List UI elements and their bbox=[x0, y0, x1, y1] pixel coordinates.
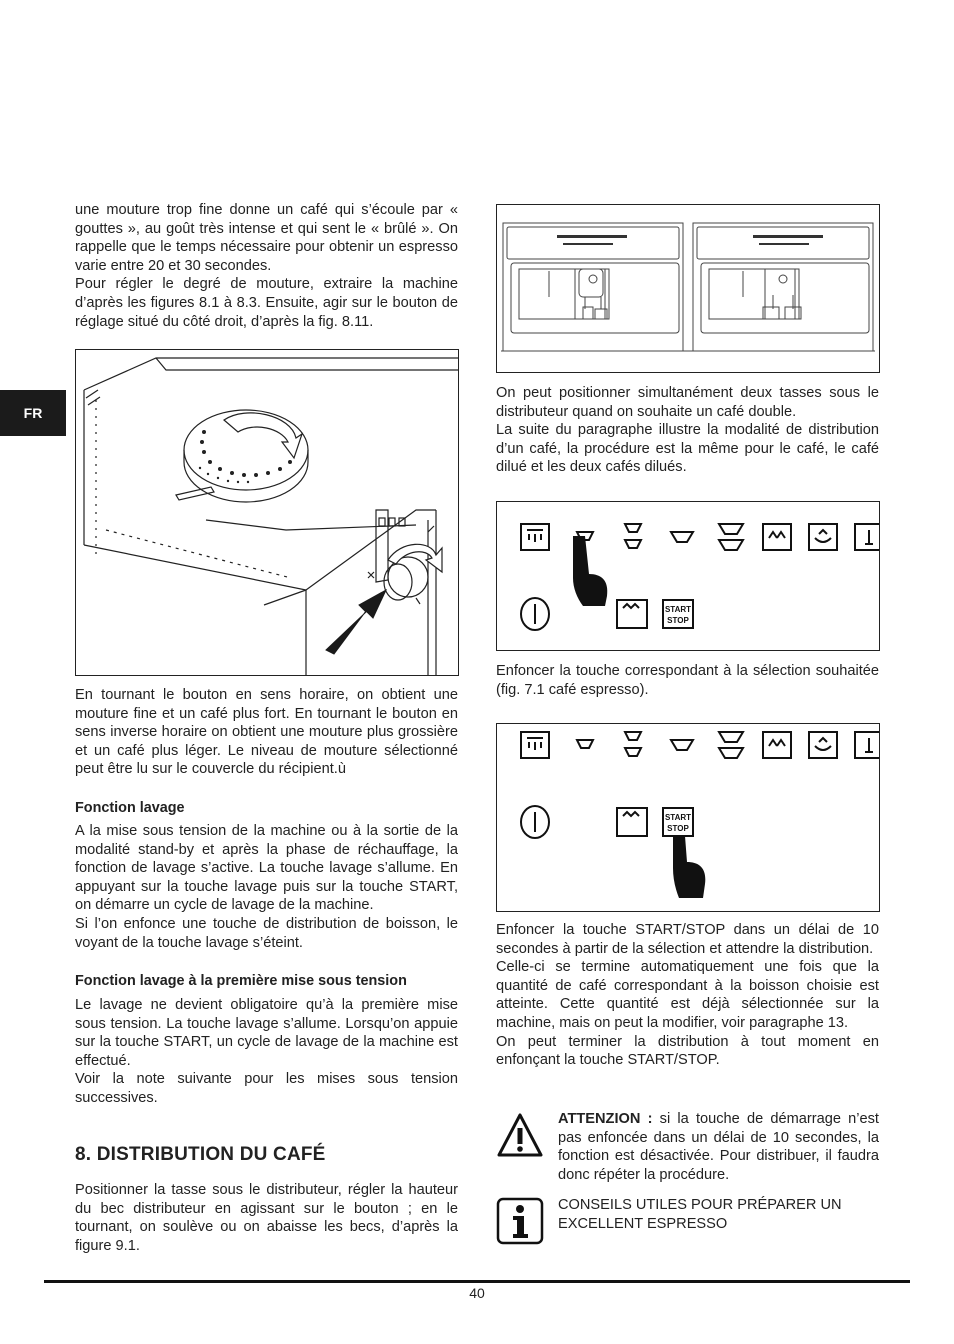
wash-paragraph-1: A la mise sous tension de la machine ou à la sortie de la modalité stand-by et après la phase de réchauffage, la fonction de lavage s’active. La touche lavage s’allume. En appuyant sur la touche lavage puis sur la touche START, on démarre un cycle de lavage de la machine. bbox=[75, 823, 458, 914]
section-text bbox=[75, 1181, 458, 1255]
warning-note bbox=[558, 1110, 879, 1184]
panel-start-illustration bbox=[497, 724, 879, 911]
two-cups-text bbox=[496, 384, 879, 477]
info-note: CONSEILS UTILES POUR PRÉPARER UN EXCELLENT ESPRESSO bbox=[558, 1197, 842, 1232]
pointing-hand-icon bbox=[573, 536, 607, 606]
panel-selection-illustration bbox=[497, 502, 879, 650]
two-cups-paragraph-1: On peut positionner simultanément deux tasses sous le distributeur quand on souhaite un café double. bbox=[496, 385, 879, 420]
first-wash-heading: Fonction lavage à la première mise sous tension bbox=[75, 973, 407, 989]
first-wash-paragraph-1: Le lavage ne devient obligatoire qu’à la première mise sous tension. La touche lavage s’allume. Lorsqu’on appuie sur la touche START, un cycle de lavage de la machine est effectué. bbox=[75, 997, 458, 1069]
panel-start-figure bbox=[496, 723, 880, 912]
start-label: START bbox=[664, 605, 692, 614]
machine-front-illustration bbox=[497, 205, 879, 372]
grind-level-paragraph: En tournant le bouton en sens horaire, on obtient une mouture fine et un café plus fort. En tournant le bouton en sens inverse horaire on obtient une mouture plus grossière et un café plus léger. Le niveau de mouture sélectionné peut être lu sur le couvercle du récipient.ù bbox=[75, 687, 458, 778]
press-selection-paragraph: Enfoncer la touche correspondant à la sélection souhaitée (fig. 7.1 café espresso). bbox=[496, 663, 879, 698]
grind-level-text bbox=[75, 686, 458, 779]
pointing-hand-icon bbox=[673, 836, 705, 898]
section-paragraph: Positionner la tasse sous le distributeur, régler la hauteur du bec distributeur en agissant sur le bouton ; en le tournant, on soulève ou on abaisse les becs, d’après la figure 9.1. bbox=[75, 1182, 458, 1254]
intro-paragraph-1: une mouture trop fine donne un café qui s’écoule par « gouttes », au goût très intense et qui sent le « brûlé ». On rappelle que le temps nécessaire pour obtenir un espresso varie entre 20 et 30 secondes. bbox=[75, 202, 458, 274]
page-number: 40 bbox=[469, 1285, 485, 1301]
warning-text: si la touche de démarrage n’est pas enfoncée dans un délai de 10 secondes, la fonction est désactivée. Pour distribuer, il faudra donc répéter la procédure. bbox=[558, 1111, 879, 1183]
stop-label: STOP bbox=[667, 824, 689, 833]
start-label: START bbox=[664, 813, 692, 822]
press-start-text bbox=[496, 921, 879, 1070]
first-wash-text bbox=[75, 996, 458, 1108]
two-cups-paragraph-2: La suite du paragraphe illustre la modalité de distribution d’un café, la procédure est la même pour le café, le café dilué et les deux cafés dilués. bbox=[496, 422, 879, 476]
wash-paragraph-2: Si l’on enfonce une touche de distribution de boisson, le voyant de la touche lavage s’éteint. bbox=[75, 915, 458, 951]
stop-label: STOP bbox=[667, 616, 689, 625]
press-start-paragraph-2: Celle-ci se termine automatiquement une fois que la quantité de café correspondant à la boisson choisie est atteinte. Cette quantité est déjà sélectionnée sur la machine, mais on peut la modifier, voir paragraphe 13. bbox=[496, 959, 879, 1031]
intro-paragraph-2: Pour régler le degré de mouture, extraire la machine d’après les figures 8.1 à 8.3. Ensuite, agir sur le bouton de réglage situé du côté droit, d’après la fig. 8.11. bbox=[75, 276, 458, 330]
language-tab-label: FR bbox=[23, 405, 43, 421]
warning-label: ATTENZION : bbox=[558, 1111, 653, 1127]
info-icon bbox=[496, 1197, 544, 1245]
grinder-adjustment-figure bbox=[75, 349, 459, 676]
section-title: 8. DISTRIBUTION DU CAFÉ bbox=[75, 1144, 326, 1165]
wash-function-text bbox=[75, 822, 458, 952]
press-start-paragraph-1: Enfoncer la touche START/STOP dans un délai de 10 secondes à partir de la sélection et attendre la distribution. bbox=[496, 922, 879, 957]
wash-function-heading: Fonction lavage bbox=[75, 800, 185, 816]
press-selection-text bbox=[496, 662, 879, 699]
warning-triangle-icon bbox=[496, 1111, 544, 1159]
press-start-paragraph-3: On peut terminer la distribution à tout moment en enfonçant la touche START/STOP. bbox=[496, 1033, 879, 1069]
footer-rule bbox=[44, 1280, 910, 1283]
machine-front-figure bbox=[496, 204, 880, 373]
panel-selection-figure bbox=[496, 501, 880, 651]
grinder-illustration bbox=[76, 350, 458, 675]
language-tab bbox=[0, 390, 66, 436]
first-wash-paragraph-2: Voir la note suivante pour les mises sous tension successives. bbox=[75, 1071, 458, 1106]
intro-text bbox=[75, 201, 458, 331]
